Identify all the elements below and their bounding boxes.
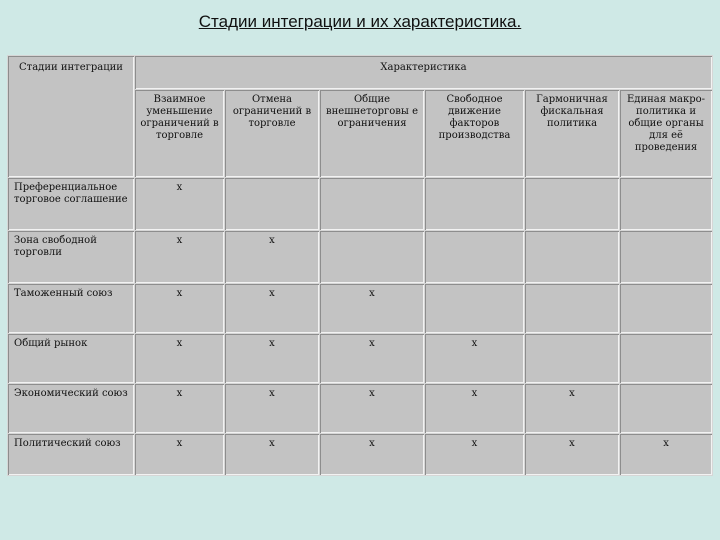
mark-cell xyxy=(225,178,320,231)
mark-cell: х xyxy=(135,284,225,334)
mark-cell: х xyxy=(225,434,320,476)
mark-cell: х xyxy=(320,334,425,384)
integration-stages-table xyxy=(7,55,713,476)
table-body xyxy=(8,178,713,476)
mark-cell: х xyxy=(135,384,225,434)
row-label: Зона свободной торговли xyxy=(8,231,135,284)
mark-cell: х xyxy=(225,334,320,384)
mark-cell: х xyxy=(225,231,320,284)
page-title: Стадии интеграции и их характеристика. xyxy=(198,12,522,31)
mark-cell: х xyxy=(425,434,525,476)
column-header: Единая макро-политика и общие органы для её проведения xyxy=(620,90,713,178)
column-header: Взаимное уменьшение ограничений в торговле xyxy=(135,90,225,178)
mark-cell: х xyxy=(320,434,425,476)
mark-cell: х xyxy=(225,384,320,434)
mark-cell: х xyxy=(620,434,713,476)
column-header: Отмена ограничений в торговле xyxy=(225,90,320,178)
table-row xyxy=(8,284,713,334)
mark-cell xyxy=(425,284,525,334)
group-header: Характеристика xyxy=(135,56,713,90)
mark-cell xyxy=(425,231,525,284)
mark-cell xyxy=(620,384,713,434)
mark-cell: х xyxy=(135,434,225,476)
row-label: Таможенный союз xyxy=(8,284,135,334)
mark-cell xyxy=(620,284,713,334)
mark-cell xyxy=(525,284,620,334)
mark-cell: х xyxy=(525,384,620,434)
table-row xyxy=(8,231,713,284)
mark-cell xyxy=(425,178,525,231)
mark-cell xyxy=(320,231,425,284)
column-header: Гармоничная фискальная политика xyxy=(525,90,620,178)
mark-cell: х xyxy=(135,178,225,231)
mark-cell: х xyxy=(425,334,525,384)
row-label: Политический союз xyxy=(8,434,135,476)
mark-cell: х xyxy=(135,334,225,384)
mark-cell: х xyxy=(225,284,320,334)
column-header: Свободное движение факторов производства xyxy=(425,90,525,178)
mark-cell xyxy=(320,178,425,231)
corner-header: Стадии интеграции xyxy=(8,56,135,178)
row-label: Общий рынок xyxy=(8,334,135,384)
mark-cell: х xyxy=(320,284,425,334)
mark-cell: х xyxy=(425,384,525,434)
row-label: Экономический союз xyxy=(8,384,135,434)
table-row xyxy=(8,178,713,231)
mark-cell xyxy=(620,334,713,384)
mark-cell xyxy=(525,178,620,231)
table-row xyxy=(8,384,713,434)
row-label: Преференциальное торговое соглашение xyxy=(8,178,135,231)
table-row xyxy=(8,434,713,476)
mark-cell xyxy=(620,178,713,231)
mark-cell: х xyxy=(135,231,225,284)
column-header: Общие внешнеторговы е ограничения xyxy=(320,90,425,178)
mark-cell: х xyxy=(525,434,620,476)
mark-cell xyxy=(620,231,713,284)
mark-cell xyxy=(525,334,620,384)
mark-cell: х xyxy=(320,384,425,434)
table-row xyxy=(8,334,713,384)
mark-cell xyxy=(525,231,620,284)
